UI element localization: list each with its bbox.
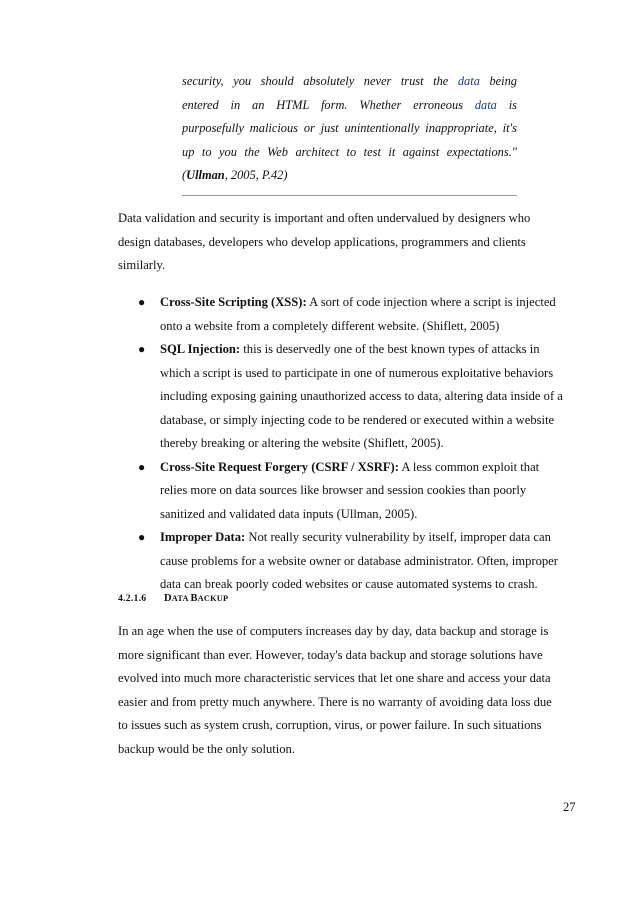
citation-paren: (	[182, 168, 187, 182]
paragraph-line: backup would be the only solution.	[118, 741, 295, 756]
backup-paragraph	[118, 620, 570, 761]
section-number: 4.2.1.6	[118, 593, 147, 604]
list-item-term: Cross-Site Scripting (XSS):	[160, 295, 307, 309]
list-item-line	[160, 291, 588, 315]
paragraph-line: In an age when the use of computers increases day by day, data backup and storage is	[118, 624, 549, 638]
list-item-line: relies more on data sources like browser and session cookies than poorly	[160, 483, 527, 497]
heading-text: D	[164, 593, 172, 604]
list-item-line: thereby breaking or altering the website (Shiflett, 2005).	[160, 436, 444, 450]
block-quote	[182, 70, 517, 188]
paragraph-line: evolved into much more characteristic services that let one share and access your data	[118, 671, 551, 685]
paragraph-line: similarly.	[118, 258, 166, 272]
list-item-line: database, or simply injecting code to be rendered or executed within a website	[160, 412, 555, 427]
list-item-text: Not really security vulnerability by itself, improper data can	[245, 530, 551, 544]
attack-list	[118, 291, 588, 597]
bullet-icon: ●	[138, 342, 146, 356]
list-item-line: data can break poorly coded websites or cause automated systems to crash.	[160, 577, 538, 591]
heading-text: ACKUP	[197, 594, 229, 603]
data-link[interactable]: data	[457, 74, 480, 88]
list-item-line	[160, 338, 588, 362]
paragraph-line: Data validation and security is important and often undervalued by designers who	[118, 211, 531, 225]
list-item-line: including exposing gaining unauthorized access to data, altering data inside of a	[160, 389, 563, 403]
paragraph-line: easier and from pretty much anywhere. There is no warranty of avoiding data loss due	[118, 694, 552, 709]
quote-text: is	[508, 97, 517, 112]
paragraph-line: more significant than ever. However, today's data backup and storage solutions have	[118, 647, 543, 662]
list-item-line: which a script is used to participate in one of numerous exploitative behaviors	[160, 365, 554, 380]
list-item-line	[160, 456, 588, 480]
quote-text: entered in an HTML form. Whether erroneous	[182, 97, 463, 112]
quote-line	[182, 70, 517, 94]
quote-text: being	[489, 74, 517, 88]
list-item	[118, 338, 588, 456]
heading-text: ATA	[171, 594, 191, 603]
paragraph-line: design databases, developers who develop applications, programmers and clients	[118, 234, 526, 249]
citation-year: , 2005, P.42)	[224, 168, 288, 182]
list-item-text: this is deservedly one of the best known types of attacks in	[240, 342, 540, 356]
section-heading	[118, 593, 228, 604]
quote-text: security, you should absolutely never trust the	[182, 74, 449, 88]
list-item-text: A sort of code injection where a script is injected	[306, 295, 556, 309]
bullet-icon: ●	[138, 530, 146, 544]
list-item	[118, 456, 588, 527]
list-item-term: SQL Injection:	[160, 342, 241, 356]
quote-divider	[182, 195, 517, 196]
quote-line: up to you the Web architect to test it against expectations."	[182, 144, 517, 159]
bullet-icon: ●	[138, 295, 146, 309]
citation-author: Ullman	[186, 168, 225, 182]
list-item-term: Cross-Site Request Forgery (CSRF / XSRF):	[160, 459, 399, 474]
quote-line	[182, 94, 517, 118]
heading-text: B	[190, 593, 198, 604]
bullet-icon: ●	[138, 459, 146, 474]
quote-line: purposefully malicious or just unintentionally inappropriate, it's	[182, 121, 517, 135]
list-item	[118, 291, 588, 338]
list-item-line	[160, 526, 588, 550]
quote-citation	[182, 164, 517, 188]
list-item-text: A less common exploit that	[398, 459, 540, 474]
list-item-line: onto a website from a completely different website. (Shiflett, 2005)	[160, 318, 500, 333]
data-link[interactable]: data	[474, 97, 497, 112]
intro-paragraph	[118, 207, 570, 278]
paragraph-line: to issues such as system crush, corruption, virus, or power failure. In such situations	[118, 718, 542, 732]
page-number: 27	[563, 800, 576, 814]
list-item-line: cause problems for a website owner or database administrator. Often, improper	[160, 553, 558, 568]
list-item-line: sanitized and validated data inputs (Ullman, 2005).	[160, 506, 418, 521]
list-item-term: Improper Data:	[160, 530, 246, 544]
list-item	[118, 526, 588, 597]
